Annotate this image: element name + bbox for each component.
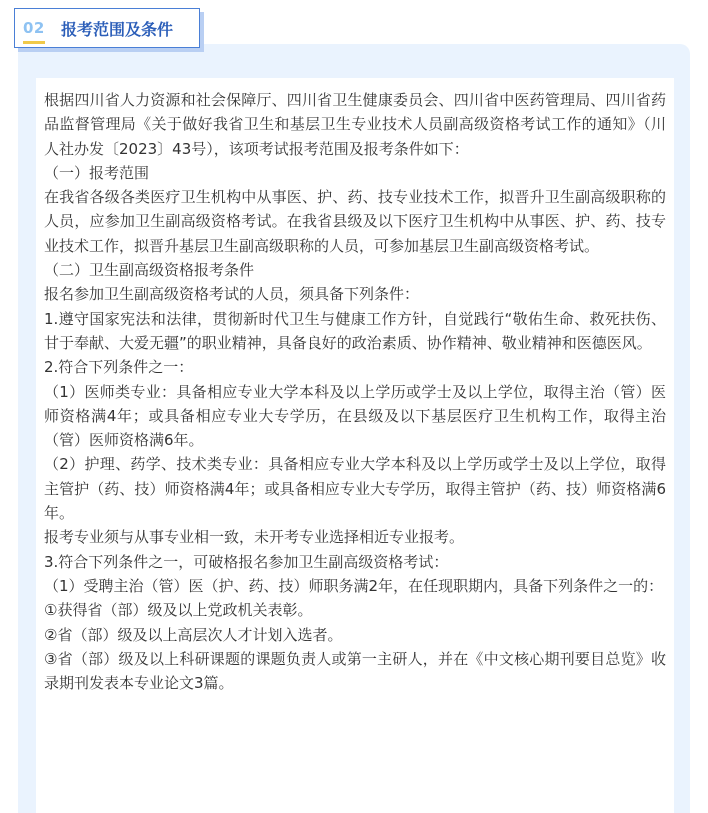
- condition-3-sub-3: ③省（部）级及以上科研课题的课题负责人或第一主研人，并在《中文核心期刊要目总览》收录期刊发表本专业论文3篇。: [44, 649, 666, 693]
- section-title: 报考范围及条件: [61, 19, 174, 39]
- intro-paragraph: 根据四川省人力资源和社会保障厅、四川省卫生健康委员会、四川省中医药管理局、四川省药品监督管理局《关于做好我省卫生和基层卫生专业技术人员副高级资格考试工作的通知》（川人社办发〔2023〕43号），该项考试报考范围及报考条件如下：: [44, 91, 666, 158]
- condition-2-item-2: （2）护理、药学、技术类专业：具备相应专业大学本科及以上学历或学士及以上学位，取得主管护（药、技）师资格满4年；或具备相应专业大专学历，取得主管护（药、技）师资格满6年。: [44, 455, 666, 523]
- condition-1: 1.遵守国家宪法和法律，贯彻新时代卫生与健康工作方针，自觉践行“敬佑生命、救死扶伤、甘于奉献、大爱无疆”的职业精神，具备良好的政治素质、协作精神、敬业精神和医德医风。: [44, 309, 666, 352]
- condition-3-heading: 3.符合下列条件之一，可破格报名参加卫生副高级资格考试：: [44, 552, 449, 571]
- conditions-intro: 报名参加卫生副高级资格考试的人员，须具备下列条件：: [44, 285, 420, 304]
- subheading-conditions: （二）卫生副高级资格报考条件: [44, 261, 255, 280]
- content-card: [36, 78, 674, 813]
- condition-3-sub-2: ②省（部）级及以上高层次人才计划入选者。: [44, 625, 343, 644]
- section-header: [14, 8, 200, 48]
- condition-3-item-1: （1）受聘主治（管）医（护、药、技）师职务满2年，在任现职期内，具备下列条件之一的：: [44, 576, 664, 595]
- subheading-scope: （一）报考范围: [44, 163, 150, 182]
- condition-2-item-1: （1）医师类专业：具备相应专业大学本科及以上学历或学士及以上学位，取得主治（管）医师资格满4年；或具备相应专业大专学历，在县级及以下基层医疗卫生机构工作，取得主治（管）医师资格满6年。: [44, 382, 666, 450]
- scope-paragraph: 在我省各级各类医疗卫生机构中从事医、护、药、技专业技术工作，拟晋升卫生副高级职称的人员，应参加卫生副高级资格考试。在我省县级及以下医疗卫生机构中从事医、护、药、技专业技术工作，拟晋升基层卫生副高级职称的人员，可参加基层卫生副高级资格考试。: [44, 188, 666, 255]
- condition-3-sub-1: ①获得省（部）级及以上党政机关表彰。: [44, 601, 313, 620]
- condition-2-note: 报考专业须与从事专业相一致，未开考专业选择相近专业报考。: [44, 528, 465, 547]
- condition-2-heading: 2.符合下列条件之一：: [44, 358, 194, 377]
- section-number: 02: [23, 19, 61, 37]
